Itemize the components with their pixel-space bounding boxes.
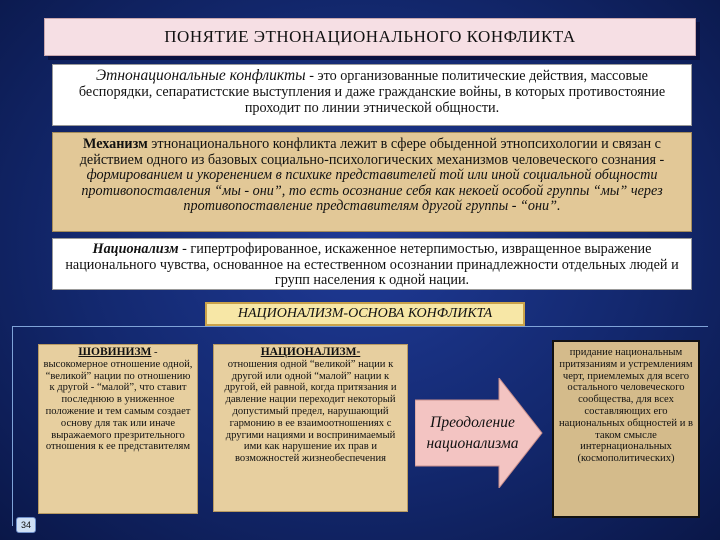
nationalism-card <box>213 344 408 512</box>
mechanism-italic: формированием и укоренением в психике представителей той или иной социальной общности противопоставления “мы - они”, то есть осознание себя как некоей особой группы “мы” через противопоставление представителям другой группы - “они”. <box>81 167 663 215</box>
chauvinism-suffix: - <box>151 347 158 358</box>
nationalism-card-heading: НАЦИОНАЛИЗМ- <box>260 346 361 358</box>
mechanism-text: этнонационального конфликта лежит в сфере обыденной этнопсихологии и связан с действием одного из базовых социально-психологических механизмов человеческого сознания - <box>79 136 665 168</box>
chauvinism-text: высокомерное отношение одной, “великой” нации по отношению к другой - “малой”, что ставит последнюю в униженное положение и тем самым создает основу для так или иначе выражаемого презрительного отношения к ее представителям <box>43 358 193 453</box>
nationalism-box <box>52 238 692 290</box>
nationalism-card-text: отношения одной “великой” нации к другой или одной “малой” нации к другой, ей равной, когда притязания и давление нации переходит некоторый допустимый предел, нарушающий гармонию в ее взаимоотношениях с другими нациями и воспринимаемый ими как нарушение их прав и возможностей жизнеобеспечения <box>224 358 397 465</box>
chauvinism-card <box>38 344 198 514</box>
definition-text: - это организованные политические действия, массовые беспорядки, сепаратистские выступления и даже гражданские войны, в которых противостояние проходит по линии этнической общности. <box>78 68 666 116</box>
mechanism-term: Механизм <box>83 136 148 152</box>
chauvinism-heading: ШОВИНИЗМ <box>78 346 152 358</box>
divider-vertical <box>12 326 13 526</box>
divider-horizontal <box>12 326 708 327</box>
overcoming-arrow <box>415 378 543 488</box>
slide-title: ПОНЯТИЕ ЭТНОНАЦИОНАЛЬНОГО КОНФЛИКТА <box>44 18 696 56</box>
definition-term: Этнонациональные конфликты <box>96 67 306 84</box>
conflict-banner: НАЦИОНАЛИЗМ-ОСНОВА КОНФЛИКТА <box>205 302 525 326</box>
overcoming-text: придание национальным притязаниям и устремлениям черт, приемлемых для всего остального человеческого сообщества, для всех составляющих его национальных общностей и в таком смысле интернациональных (космополитических) <box>558 347 694 465</box>
arrow-label: Преодоление национализма <box>426 414 519 452</box>
mechanism-box <box>52 132 692 232</box>
nationalism-term: Национализм <box>92 241 179 257</box>
definition-box <box>52 64 692 126</box>
page-number-badge: 34 <box>16 517 36 533</box>
overcoming-card <box>552 340 700 518</box>
nationalism-text: - гипертрофированное, искаженное нетерпимостью, извращенное выражение национального чувства, основанное на естественном осознании принадлежности отдельных людей и групп населения к одной нации. <box>65 241 679 288</box>
